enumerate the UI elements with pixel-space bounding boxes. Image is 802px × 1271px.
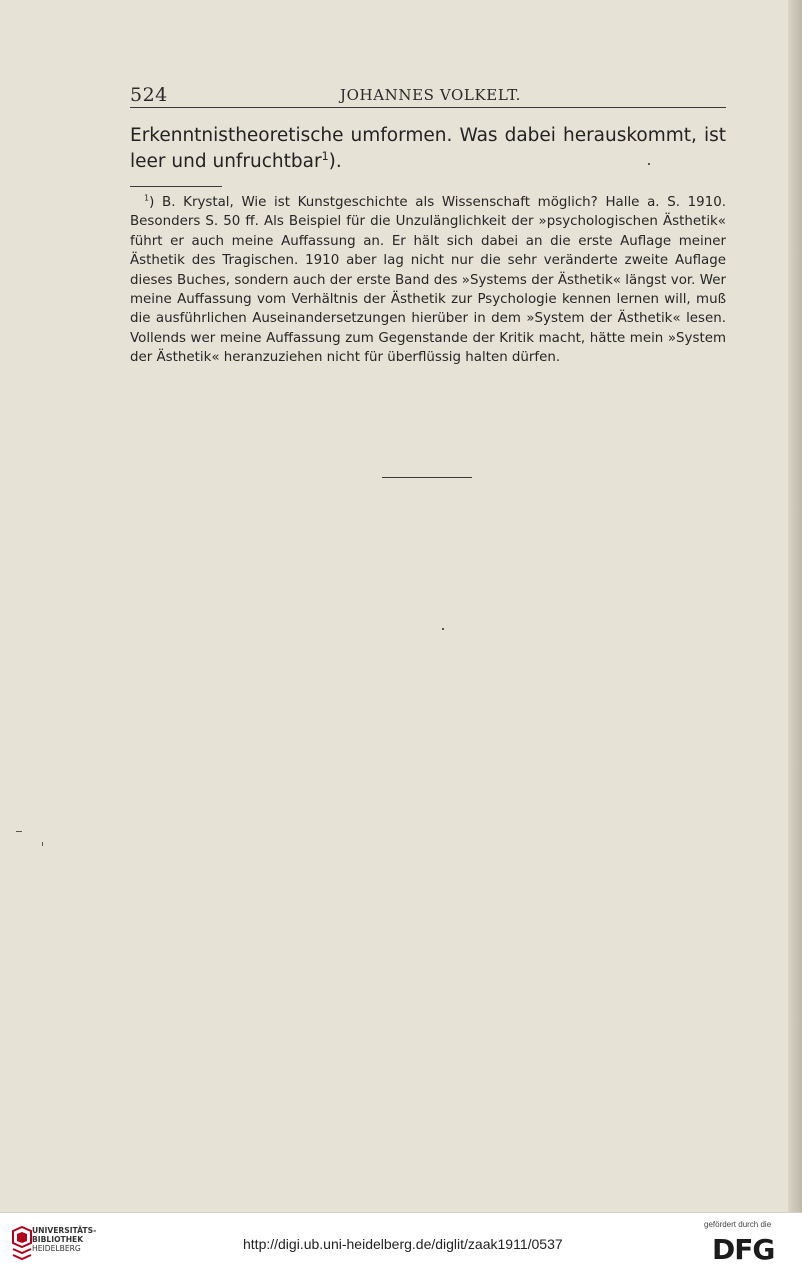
- footnote: [130, 193, 726, 368]
- scan-speck: [42, 842, 43, 846]
- permalink-url[interactable]: http://digi.ub.uni-heidelberg.de/diglit/zaak1911/0537: [243, 1236, 563, 1252]
- dfg-logo: DFG: [712, 1233, 775, 1266]
- scan-speck: [442, 628, 444, 630]
- footnote-separator: [130, 186, 222, 187]
- footnote-reference[interactable]: 1: [321, 149, 329, 163]
- funding-caption: gefördert durch die: [704, 1220, 772, 1229]
- body-text: Erkenntnistheoretische umformen. Was dabei herauskommt, ist leer und unfruchtbar: [130, 125, 726, 172]
- header-rule: [130, 107, 726, 108]
- running-head: JOHANNES VOLKELT.: [340, 86, 521, 104]
- page-header: [130, 84, 726, 108]
- footnote-mark-suffix: ): [149, 195, 155, 210]
- body-text-end: ).: [328, 151, 342, 172]
- footnote-mark: 1: [144, 193, 150, 203]
- section-end-rule: [382, 477, 472, 478]
- university-library-name: [32, 1226, 96, 1253]
- library-name-line1: UNIVERSITÄTS-: [32, 1226, 97, 1235]
- library-name-line2: BIBLIOTHEK: [32, 1235, 84, 1244]
- page-edge-shadow: [788, 0, 802, 1212]
- viewer-footer: [0, 1212, 802, 1271]
- university-library-logo-icon: [10, 1225, 34, 1265]
- scan-speck: [648, 163, 650, 165]
- scan-speck: [16, 831, 22, 832]
- library-name-line3: HEIDELBERG: [32, 1244, 81, 1253]
- body-paragraph: [130, 123, 726, 175]
- page-number: 524: [130, 84, 168, 106]
- footnote-text: B. Krystal, Wie ist Kunstgeschichte als Wissenschaft möglich? Halle a. S. 1910. Besonders S. 50 ff. Als Beispiel für die Unzulänglichkeit der »psychologischen Ästhetik« führt er auch meine Auffassung an. Er hält sich dabei an die erste Auflage meiner Ästhetik des Tragischen. 1910 aber lag nicht nur die sehr veränderte zweite Auflage dieses Buches, sondern auch der erste Band des »Systems der Ästhetik« längst vor. Wer meine Auffassung vom Verhältnis der Ästhetik zur Psychologie kennen lernen will, muß die ausführlichen Auseinandersetzungen hierüber in dem »System der Ästhetik« lesen. Vollends wer meine Auffassung zum Gegenstande der Kritik macht, hätte mein »System der Ästhetik« heranzuziehen nicht für überflüssig halten dürfen.: [130, 195, 726, 366]
